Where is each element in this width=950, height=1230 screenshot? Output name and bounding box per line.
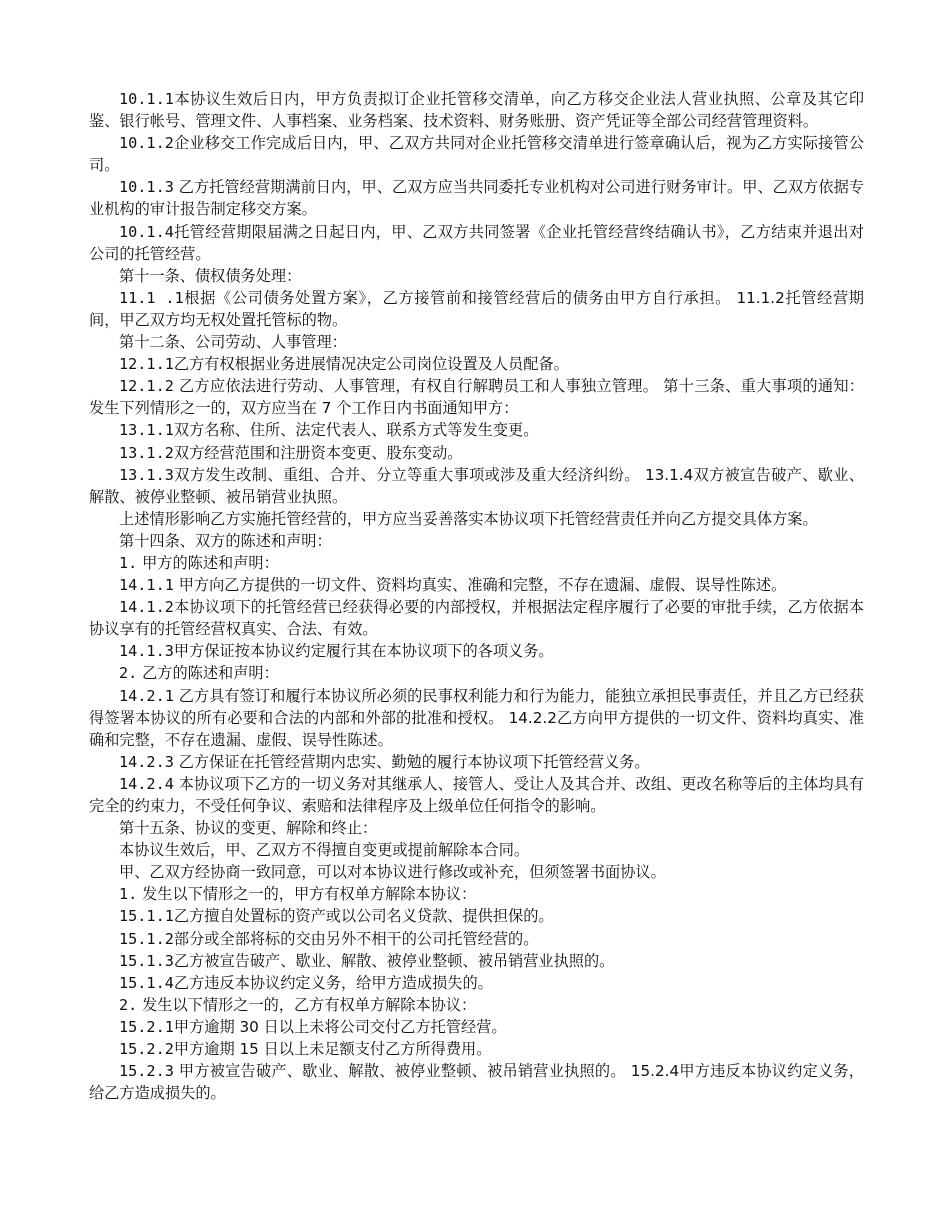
clause-number: 15.2.1	[119, 1017, 174, 1036]
clause-number: 14.1.1	[119, 576, 174, 595]
sub-heading	[89, 662, 864, 684]
sub-heading	[89, 994, 864, 1016]
paragraph	[89, 751, 864, 773]
clause-number: 14.2.1	[119, 686, 174, 705]
paragraph	[89, 640, 864, 662]
paragraph-text: 第十四条、双方的陈述和声明：	[119, 531, 332, 550]
clause-number: 14.1.3	[119, 642, 174, 661]
paragraph-text: 本协议生效后，甲、乙双方不得擅自变更或提前解除本合同。	[119, 841, 530, 860]
paragraph-text: 甲方向乙方提供的一切文件、资料均真实、准确和完整，不存在遗漏、虚假、误导性陈述。	[173, 576, 787, 595]
clause-number: 13.1.2	[119, 443, 174, 462]
paragraph	[89, 287, 864, 331]
paragraph-text: 部分或全部将标的交由另外不相干的公司托管经营的。	[173, 929, 539, 948]
clause-number: 11.1 .1	[119, 288, 184, 307]
paragraph	[89, 574, 864, 596]
paragraph-text: 第十二条、公司劳动、人事管理：	[119, 333, 347, 352]
paragraph-text: 本协议生效后日内，甲方负责拟订企业托管移交清单，向乙方移交企业法人营业执照、公章及其它印鉴、银行帐号、管理文件、人事档案、业务档案、技术资料、财务账册、资产凭证等全部公司经营管理资料。	[89, 90, 864, 131]
clause-number: 1.	[119, 553, 138, 572]
paragraph	[89, 221, 864, 265]
section-heading	[89, 817, 864, 839]
paragraph-text: 上述情形影响乙方实施托管经营的，甲方应当妥善落实本协议项下托管经营责任并向乙方提交具体方案。	[119, 509, 818, 528]
clause-number: 14.2.4	[119, 774, 174, 793]
clause-number: 12.1.2	[119, 377, 174, 396]
clause-number: 10.1.1	[119, 90, 174, 108]
clause-number: 15.2.2	[119, 1040, 174, 1059]
paragraph-text: 双方发生改制、重组、合并、分立等重大事项或涉及重大经济纠纷。 13.1.4双方被宣告破产、歇业、解散、被停业整顿、被吊销营业执照。	[89, 465, 864, 506]
paragraph-text: 本协议项下乙方的一切义务对其继承人、接管人、受让人及其合并、改组、更改名称等后的主体均具有完全的约束力，不受任何争议、索赔和法律程序及上级单位任何指令的影响。	[89, 774, 864, 815]
clause-number: 10.1.4	[119, 222, 174, 241]
paragraph	[89, 132, 864, 176]
paragraph	[89, 685, 864, 751]
paragraph	[89, 1038, 864, 1060]
paragraph-text: 甲方的陈述和声明：	[137, 553, 279, 572]
paragraph	[89, 905, 864, 927]
paragraph	[89, 839, 864, 861]
paragraph	[89, 464, 864, 508]
paragraph	[89, 176, 864, 220]
paragraph-text: 双方名称、住所、法定代表人、联系方式等发生变更。	[173, 421, 539, 440]
paragraph	[89, 442, 864, 464]
paragraph-text: 发生以下情形之一的，乙方有权单方解除本协议：	[137, 995, 477, 1014]
paragraph	[89, 88, 864, 132]
paragraph-text: 乙方被宣告破产、歇业、解散、被停业整顿、被吊销营业执照的。	[173, 951, 615, 970]
paragraph	[89, 508, 864, 530]
paragraph	[89, 419, 864, 441]
paragraph-text: 乙方托管经营期满前日内，甲、乙双方应当共同委托专业机构对公司进行财务审计。甲、乙双方依据专业机构的审计报告制定移交方案。	[89, 178, 864, 219]
paragraph-text: 根据《公司债务处置方案》，乙方接管前和接管经营后的债务由甲方自行承担。 11.1.2托管经营期间，甲乙双方均无权处置托管标的物。	[89, 288, 864, 329]
paragraph-text: 乙方具有签订和履行本协议所必须的民事权利能力和行为能力，能独立承担民事责任，并且乙方已经获得签署本协议的所有必要和合法的内部和外部的批准和授权。 14.2.2乙方向甲方提供的一切文件、资料均真实、准确和完整，不存在遗漏、虚假、误导性陈述。	[89, 686, 864, 749]
clause-number: 10.1.2	[119, 134, 174, 153]
document-body	[89, 88, 864, 1104]
clause-number: 2.	[119, 664, 138, 683]
paragraph-text: 甲、乙双方经协商一致同意，可以对本协议进行修改或补充，但须签署书面协议。	[119, 863, 666, 882]
paragraph-text: 企业移交工作完成后日内，甲、乙双方共同对企业托管移交清单进行签章确认后，视为乙方实际接管公司。	[89, 134, 864, 175]
clause-number: 15.1.2	[119, 929, 174, 948]
sub-heading	[89, 552, 864, 574]
paragraph-text: 第十五条、协议的变更、解除和终止：	[119, 819, 378, 838]
clause-number: 14.1.2	[119, 598, 174, 617]
sub-heading	[89, 883, 864, 905]
paragraph-text: 发生以下情形之一的，甲方有权单方解除本协议：	[137, 885, 477, 904]
paragraph-text: 乙方的陈述和声明：	[137, 664, 279, 683]
clause-number: 2.	[119, 995, 138, 1014]
paragraph	[89, 928, 864, 950]
clause-number: 15.1.1	[119, 907, 174, 926]
paragraph	[89, 1016, 864, 1038]
clause-number: 13.1.1	[119, 421, 174, 440]
paragraph-text: 托管经营期限届满之日起日内，甲、乙双方共同签署《企业托管经营终结确认书》，乙方结束并退出对公司的托管经营。	[89, 222, 864, 263]
section-heading	[89, 331, 864, 353]
paragraph	[89, 1060, 864, 1104]
paragraph-text: 乙方擅自处置标的资产或以公司名义贷款、提供担保的。	[173, 907, 554, 926]
paragraph	[89, 353, 864, 375]
paragraph-text: 本协议项下的托管经营已经获得必要的内部授权，并根据法定程序履行了必要的审批手续，乙方依据本协议享有的托管经营权真实、合法、有效。	[89, 598, 864, 639]
clause-number: 10.1.3	[119, 178, 174, 197]
paragraph	[89, 972, 864, 994]
paragraph	[89, 596, 864, 640]
paragraph	[89, 375, 864, 419]
paragraph	[89, 950, 864, 972]
clause-number: 12.1.1	[119, 355, 174, 374]
paragraph-text: 双方经营范围和注册资本变更、股东变动。	[173, 443, 463, 462]
paragraph-text: 甲方被宣告破产、歇业、解散、被停业整顿、被吊销营业执照的。 15.2.4甲方违反本协议约定义务，给乙方造成损失的。	[89, 1062, 864, 1103]
clause-number: 15.1.4	[119, 973, 174, 992]
paragraph-text: 乙方有权根据业务进展情况决定公司岗位设置及人员配备。	[173, 355, 569, 374]
paragraph	[89, 773, 864, 817]
paragraph	[89, 861, 864, 883]
clause-number: 15.2.3	[119, 1062, 174, 1081]
paragraph-text: 乙方应依法进行劳动、人事管理，有权自行解聘员工和人事独立管理。 第十三条、重大事项的通知：发生下列情形之一的，双方应当在 7 个工作日内书面通知甲方：	[89, 377, 864, 418]
paragraph-text: 乙方违反本协议约定义务，给甲方造成损失的。	[173, 973, 493, 992]
clause-number: 14.2.3	[119, 752, 174, 771]
clause-number: 15.1.3	[119, 951, 174, 970]
section-heading	[89, 265, 864, 287]
paragraph-text: 甲方逾期 30 日以上未将公司交付乙方托管经营。	[173, 1017, 507, 1036]
paragraph-text: 甲方逾期 15 日以上未足额支付乙方所得费用。	[173, 1040, 492, 1059]
clause-number: 13.1.3	[119, 465, 174, 484]
paragraph-text: 甲方保证按本协议约定履行其在本协议项下的各项义务。	[173, 642, 554, 661]
clause-number: 1.	[119, 885, 138, 904]
paragraph-text: 乙方保证在托管经营期内忠实、勤勉的履行本协议项下托管经营义务。	[173, 752, 650, 771]
paragraph-text: 第十一条、债权债务处理：	[119, 266, 302, 285]
section-heading	[89, 530, 864, 552]
